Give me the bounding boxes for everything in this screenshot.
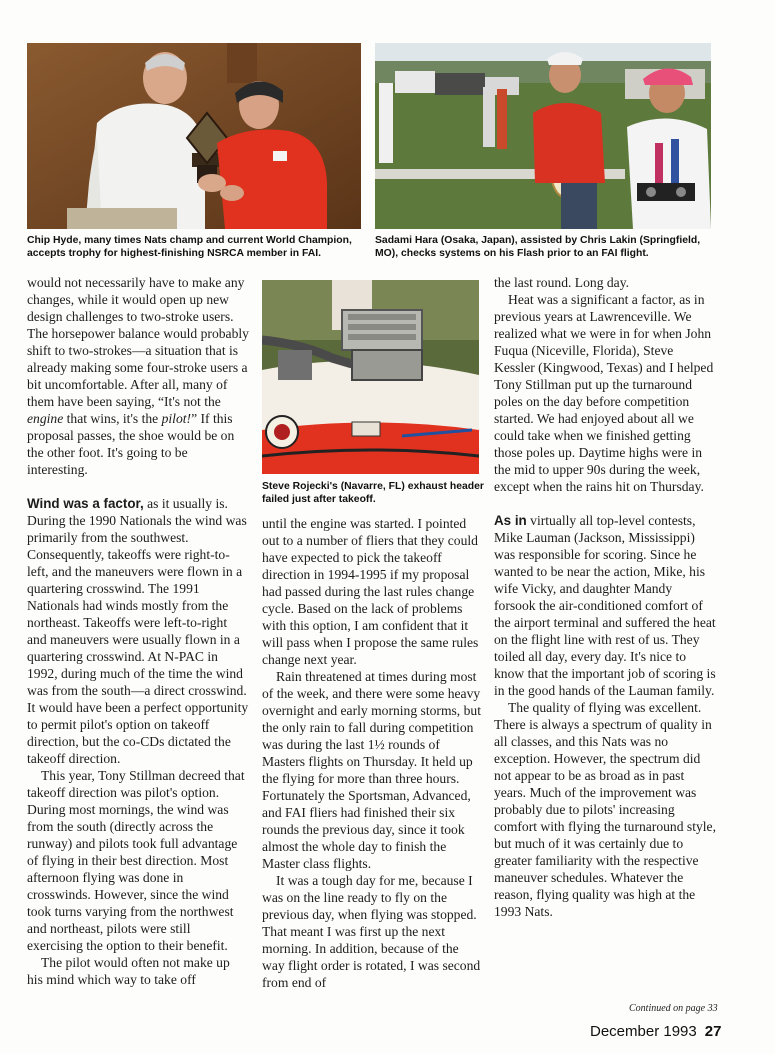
col1-p1-text-end: ” If this proposal passes, the shoe would be on the other foot. It's going to be interesting. — [27, 411, 235, 477]
col1-p1-emphasis-pilot: pilot! — [161, 411, 192, 426]
col1-paragraph-2 — [27, 495, 249, 767]
col2-paragraph-2 — [262, 668, 484, 872]
col2-paragraph-1: until the engine was started. I pointed out to a number of fliers that they could have expected to pick the takeoff direction in 1994-1995 if my proposal had passed during the last rules change cycle. Based on the lack of problems with this option, I am confident that it will pass when I propose the same rules change next year. — [262, 516, 479, 667]
col1-p1-emphasis-engine: engine — [27, 411, 64, 426]
col1-p1-text: would not necessarily have to make any changes, while it would open up new design challenges to two-stroke users. The horsepower balance would probably shift to two-strokes—a situation that is already making some four-stroke users a bit uncomfortable. After all, many of them have been saying, “It's not the — [27, 275, 249, 409]
article-column-1 — [27, 274, 249, 988]
article-column-2 — [262, 515, 484, 991]
col3-p3-text: virtually all top-level contests, Mike Lauman (Jackson, Mississippi) was responsible for scoring. Since he wanted to be near the action, Mike, his wife Vicky, and daughter Mandy forsook the air-conditioned comfort of the airport terminal and suffered the heat on the flight line with rest of us. They toiled all day, every day. It's nice to know that the important job of scoring is in the good hands of the Lauman family. — [494, 513, 716, 698]
col1-p1-text-mid: that wins, it's the — [63, 411, 162, 426]
photo-trophy-presentation — [27, 43, 361, 229]
caption-engine-photo: Steve Rojecki's (Navarre, FL) exhaust header failed just after takeoff. — [262, 481, 484, 505]
photo-field-systems-check — [375, 43, 711, 229]
col1-p2-text: as it usually is. During the 1990 Nationals the wind was primarily from the southwest. Consequently, takeoffs were right-to-left, and the maneuvers were flown in a quartering crosswind. The 1991 Nationals had winds mostly from the northeast. Takeoffs were left-to-right and maneuvers were usually flown in a quartering crosswind. At N-PAC in 1992, during much of the time the wind was from the south—a direct crosswind. It would have been a perfect opportunity to permit pilot's option on takeoff direction, but the co-CDs dictated the takeoff direction. — [27, 496, 249, 766]
col2-p2-text: Rain threatened at times during most of the week, and there were some heavy overnight and early morning storms, but the only rain to fall during competition was during the last 1 — [262, 669, 481, 752]
col2-paragraph-3: It was a tough day for me, because I was on the line ready to fly on the previous day, when flying was stopped. That meant I was first up the next morning. In addition, because of the way flight order is rotated, I was second from end of — [262, 873, 481, 990]
col3-paragraph-1: the last round. Long day. — [494, 275, 630, 290]
col3-paragraph-2: Heat was a significant a factor, as in previous years at Lawrenceville. We realized what we were in for when John Fuqua (Niceville, Florida), Steve Kessler (Kingwood, Texas) and I helped Tony Stillman put up the turnaround poles on the day before competition started. We had enjoyed about all we could take when we finished getting those poles up. Daytime highs were in the mid to upper 90s during the week, except when the rains hit on Thursday. — [494, 292, 714, 494]
caption-field-photo: Sadami Hara (Osaka, Japan), assisted by Chris Lakin (Springfield, MO), checks systems on his Flash prior to an FAI flight. — [375, 235, 701, 259]
page-number: 27 — [704, 1023, 722, 1040]
photo-engine-closeup — [262, 280, 479, 474]
col1-paragraph-3: This year, Tony Stillman decreed that takeoff direction was pilot's option. During most mornings, the wind was from the south (directly across the runway) and pilots took full advantage of flying in their best direction. Most afternoon flying was done in crosswinds. However, since the wind took turns varying from the northwest and northeast, pilots were still exercising the option to their benefit. — [27, 768, 245, 953]
engine-photo-graphic — [262, 280, 479, 474]
page-footer — [590, 1023, 721, 1040]
col3-paragraph-3 — [494, 512, 716, 699]
col2-p2-text-end: rounds of Masters flights on Thursday. It held up the flying for more than three hours. Fortunately the Sportsman, Advanced, and FAI fliers had finished their six rounds the previous day, since it took almost the whole day to finish the Master class flights. — [262, 737, 473, 871]
col2-p2-fraction: ½ — [374, 737, 385, 752]
caption-trophy-photo: Chip Hyde, many times Nats champ and current World Champion, accepts trophy for highest-finishing NSRCA member in FAI. — [27, 235, 352, 259]
continued-on-page-note: Continued on page 33 — [629, 1003, 718, 1014]
col1-section-lead-wind: Wind was a factor, — [27, 496, 144, 511]
col1-paragraph-1 — [27, 274, 249, 478]
field-photo-graphic — [375, 43, 711, 229]
issue-date: December 1993 — [590, 1023, 697, 1040]
col1-paragraph-4: The pilot would often not make up his mind which way to take off — [27, 955, 230, 987]
col3-section-lead-as-in: As in — [494, 513, 527, 528]
col3-paragraph-4: The quality of flying was excellent. There is always a spectrum of quality in all classes, and this Nats was no exception. However, the spectrum did not appear to be as broad as in past years. Much of the improvement was probably due to pilots' increasing comfort with flying the turnaround style, but much of it was certainly due to greater familiarity with the respective maneuver schedules. Whatever the reason, flying quality was high at the 1993 Nats. — [494, 700, 716, 919]
trophy-photo-graphic — [27, 43, 361, 229]
article-column-3 — [494, 274, 716, 920]
